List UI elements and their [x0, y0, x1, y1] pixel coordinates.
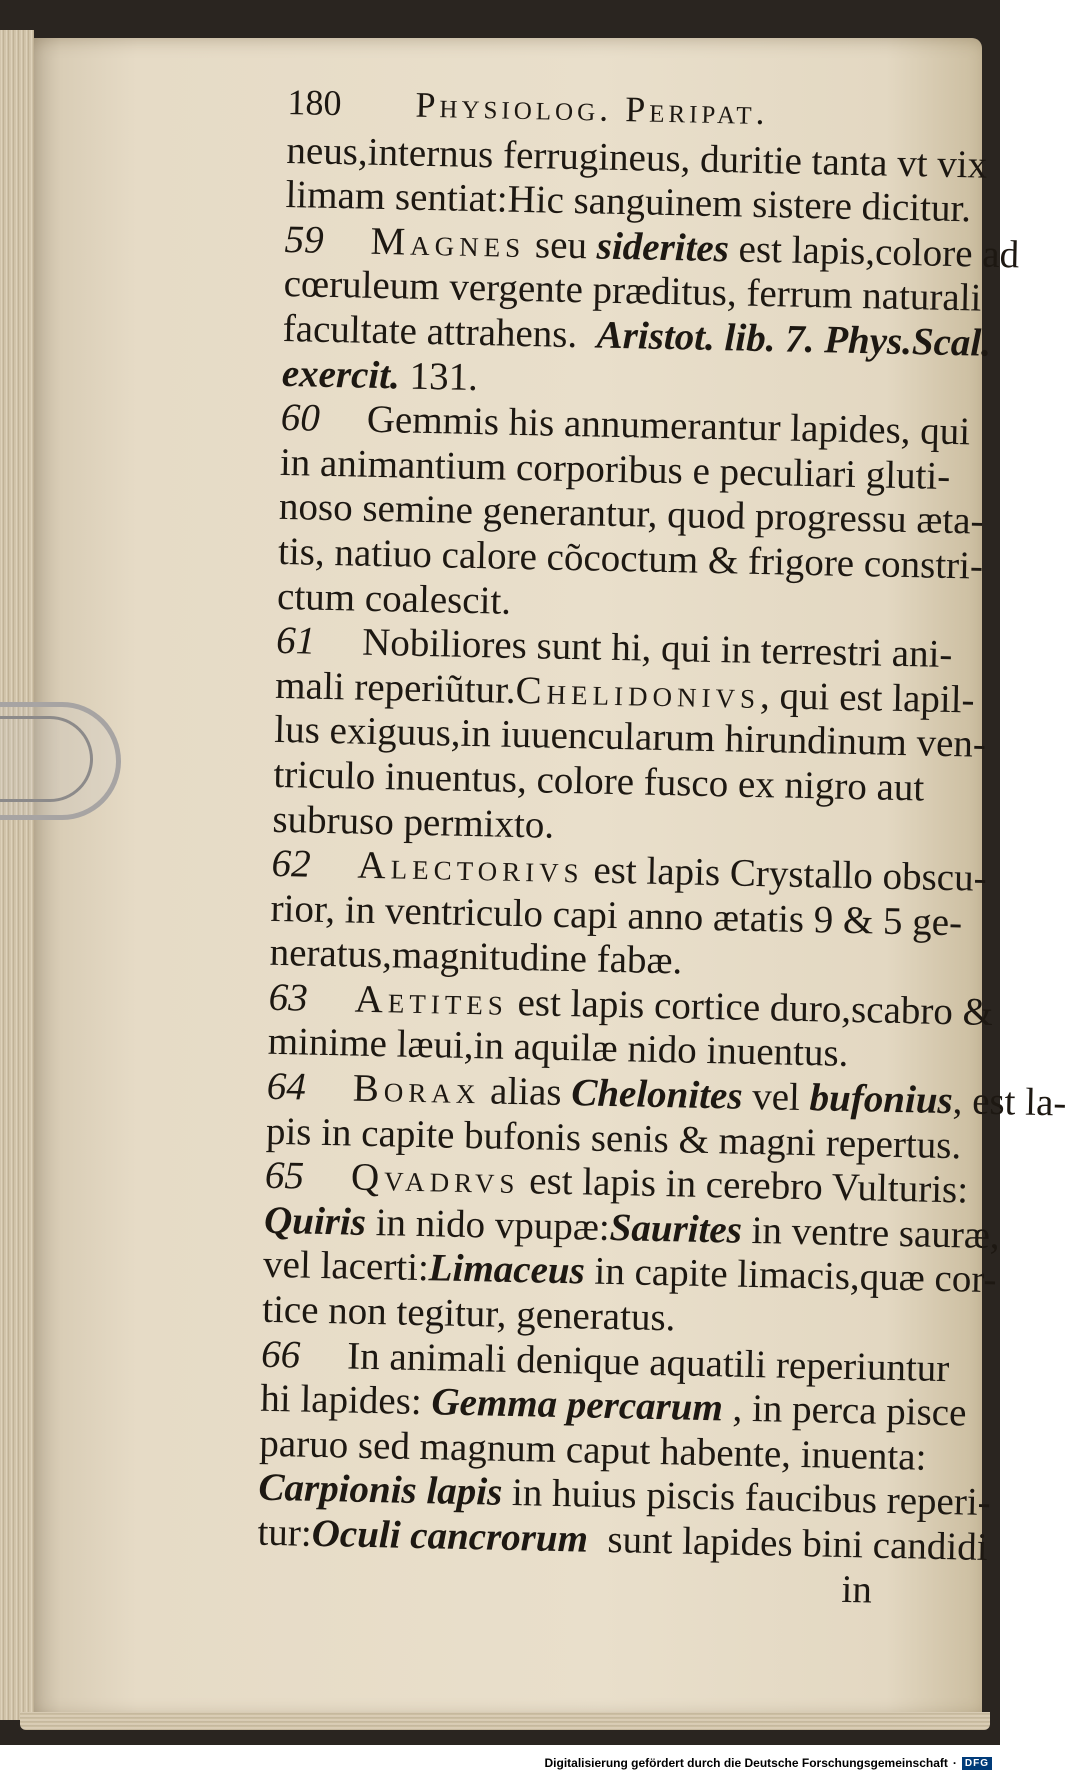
text-segment: tis, natiuo calore cõcoctum & frigore constri- [277, 529, 984, 588]
text-segment: noso semine generantur, quod progressu æta- [278, 485, 984, 544]
text-segment: Qvadrvs [350, 1155, 520, 1203]
text-segment: triculo inuentus, colore fusco ex nigro aut [273, 752, 925, 810]
text-segment: Saurites [609, 1205, 743, 1252]
text-segment: vel [742, 1074, 811, 1120]
text-segment: in animantium corporibus e peculiari gluti- [279, 440, 951, 498]
text-segment: Quiris [263, 1198, 367, 1244]
paragraph-number: 61 [275, 619, 316, 663]
text-segment: est lapis Crystallo obscu- [583, 848, 988, 900]
text-segment: Carpionis lapis [258, 1466, 503, 1515]
text-segment: ctum coalescit. [276, 574, 512, 623]
text-segment: Gemmis his annumerantur lapides, qui [366, 397, 971, 454]
text-segment: siderites [596, 224, 730, 271]
text-segment: in huius piscis faucibus reperi- [501, 1471, 992, 1525]
paragraph-number: 65 [264, 1154, 305, 1198]
bottom-page-edges [20, 1712, 990, 1730]
text-segment: pis in capite bufonis senis & magni repertus. [265, 1109, 962, 1167]
text-lines [256, 128, 1067, 1615]
text-segment: tur: [257, 1510, 313, 1555]
text-segment: Chelidonivs [515, 668, 761, 717]
text-segment: alias [479, 1069, 572, 1115]
text-segment: exercit. [281, 351, 401, 397]
paragraph-number: 66 [260, 1332, 301, 1377]
running-title: Physiolog. Peripat. [415, 84, 770, 133]
text-segment: sunt lapides bini candidi [587, 1517, 989, 1569]
text-segment: subruso permixto. [272, 797, 555, 847]
text-segment: limam sentiat:Hic sanguinem sistere dicitur. [285, 173, 972, 231]
text-segment: In animali denique aquatili reperiuntur [346, 1334, 950, 1390]
page-text [256, 80, 1067, 1614]
paper-clip-inner-loop [0, 716, 93, 802]
text-segment: Chelonites [570, 1071, 743, 1118]
text-segment: Magnes [370, 219, 526, 266]
text-segment: lus exiguus,in iuuencularum hirundinum ven- [273, 708, 987, 767]
text-segment: mali reperiũtur. [274, 663, 517, 712]
paragraph-number: 60 [280, 396, 321, 440]
text-segment: Borax [352, 1066, 481, 1113]
text-segment: Limaceus [428, 1246, 586, 1293]
dfg-logo: DFG [962, 1757, 992, 1770]
paragraph-number: 59 [284, 217, 325, 262]
text-segment: Alectorivs [357, 843, 585, 892]
text-segment: in nido vpupæ: [365, 1200, 611, 1249]
text-segment: Nobiliores sunt hi, qui in terrestri ani- [361, 620, 953, 677]
page-edges [0, 30, 34, 1720]
text-segment: bufonius [809, 1076, 954, 1123]
text-segment: est lapis,colore ad [728, 227, 1020, 277]
page-number: 180 [287, 81, 342, 124]
text-segment: in capite limacis,quæ cor- [584, 1249, 997, 1302]
text-segment: vel lacerti: [262, 1243, 430, 1290]
text-segment: neus,internus ferrugineus, duritie tanta vt vix [286, 128, 988, 187]
text-segment: Aetites [354, 977, 509, 1024]
digitization-credit [544, 1756, 992, 1770]
paragraph-number: 62 [271, 841, 312, 886]
credit-text: Digitalisierung gefördert durch die Deutsche Forschungsgemeinschaft [544, 1756, 948, 1770]
text-segment: est lapis in cerebro Vulturis: [519, 1159, 969, 1212]
text-segment: rior, in ventriculo capi anno ætatis 9 & 5 ge- [270, 886, 963, 944]
text-segment: in ventre sauræ, [741, 1208, 1001, 1257]
text-segment: , qui est lapil- [759, 673, 976, 722]
text-segment: , in perca pisce [722, 1386, 967, 1435]
text-segment: Gemma percarum [431, 1380, 724, 1430]
text-segment: paruo sed magnum caput habente, inuenta: [258, 1421, 927, 1479]
text-segment: , est la- [952, 1079, 1067, 1125]
text-segment: seu [524, 222, 598, 268]
text-segment: 131. [399, 353, 479, 399]
text-segment: cœruleum vergente præditus, ferrum naturali [283, 262, 982, 320]
text-segment: tice non tegitur, generatus. [261, 1287, 676, 1340]
text-segment: in [256, 1555, 873, 1612]
paragraph-number: 64 [266, 1064, 307, 1109]
separator: · [952, 1756, 957, 1770]
text-segment: hi lapides: [259, 1376, 432, 1424]
text-segment: Oculi cancrorum [311, 1511, 589, 1561]
text-segment: est lapis cortice duro,scabro & [507, 980, 994, 1034]
text-segment: Aristot. lib. 7. Phys.Scal. [596, 313, 992, 365]
text-segment: minime læui,in aquilæ nido inuentus. [267, 1020, 849, 1076]
paragraph-number: 63 [268, 975, 309, 1020]
text-segment: facultate attrahens. [282, 306, 598, 357]
text-segment: neratus,magnitudine fabæ. [269, 931, 683, 983]
